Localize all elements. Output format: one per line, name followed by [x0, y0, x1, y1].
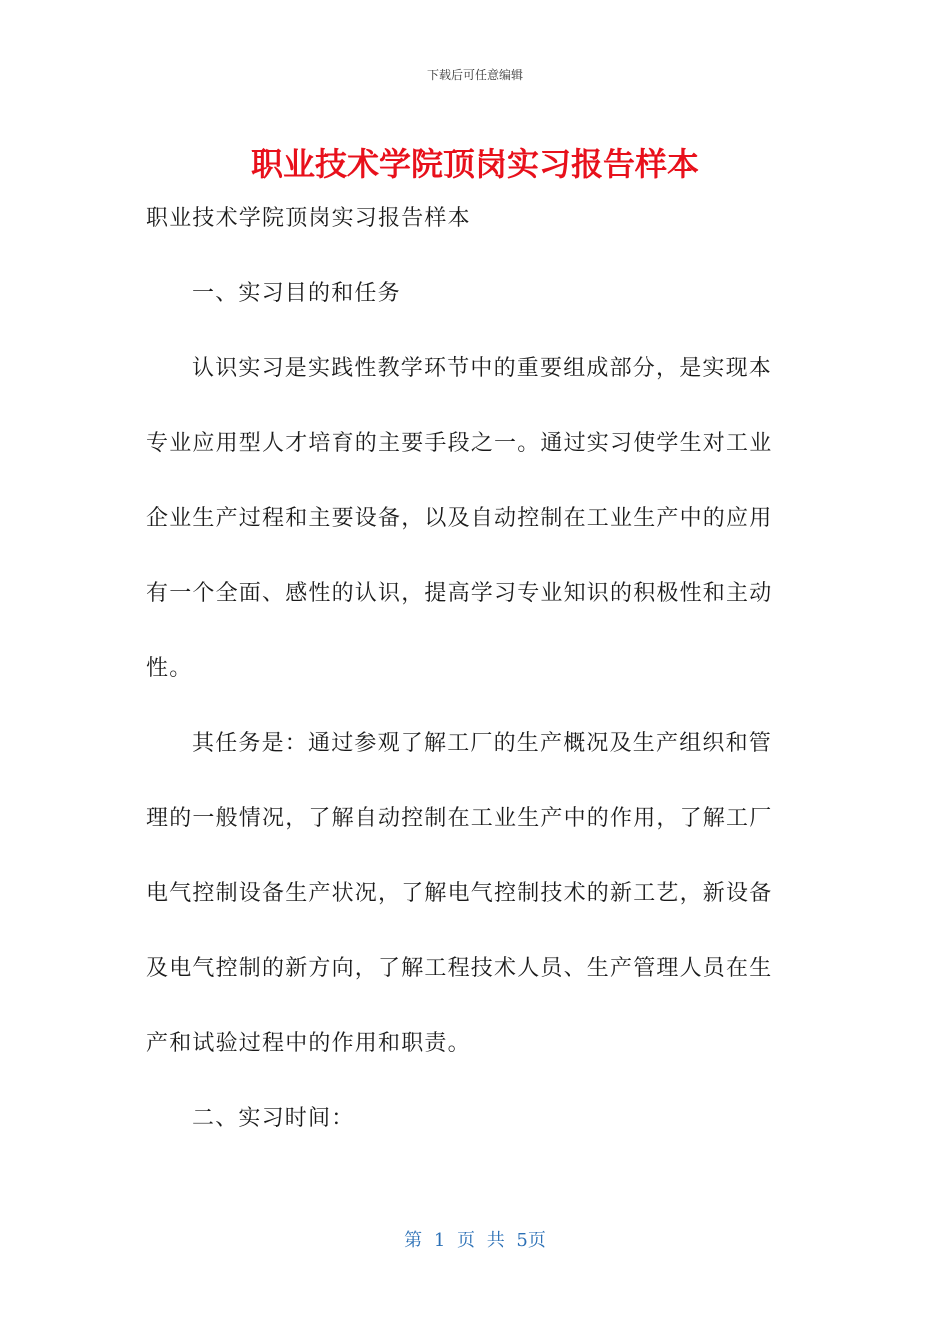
paragraph-line: 认识实习是实践性教学环节中的重要组成部分，是实现本 — [192, 356, 773, 381]
paragraph-1 — [146, 347, 796, 722]
section-heading-1: 一、实习目的和任务 — [192, 281, 401, 306]
paragraph-line: 性。 — [146, 656, 193, 681]
paragraph-2 — [146, 722, 796, 1097]
paragraph-line: 理的一般情况，了解自动控制在工业生产中的作用，了解工厂 — [146, 806, 773, 831]
paragraph-line: 专业应用型人才培育的主要手段之一。通过实习使学生对工业 — [146, 431, 773, 456]
document-subtitle: 职业技术学院顶岗实习报告样本 — [146, 206, 471, 231]
section-heading-2: 二、实习时间： — [192, 1106, 355, 1131]
paragraph-line: 有一个全面、感性的认识，提高学习专业知识的积极性和主动 — [146, 581, 773, 606]
paragraph-line: 产和试验过程中的作用和职责。 — [146, 1031, 471, 1056]
document-body — [146, 197, 796, 1141]
paragraph-line: 及电气控制的新方向，了解工程技术人员、生产管理人员在生 — [146, 956, 773, 981]
page-number-footer: 第 1 页 共 5页 — [404, 1230, 546, 1251]
paragraph-line: 企业生产过程和主要设备，以及自动控制在工业生产中的应用 — [146, 506, 773, 531]
document-title: 职业技术学院顶岗实习报告样本 — [250, 145, 699, 183]
paragraph-line: 电气控制设备生产状况，了解电气控制技术的新工艺，新设备 — [146, 881, 773, 906]
page-header-note: 下载后可任意编辑 — [426, 68, 523, 82]
paragraph-line: 其任务是：通过参观了解工厂的生产概况及生产组织和管 — [192, 731, 773, 756]
